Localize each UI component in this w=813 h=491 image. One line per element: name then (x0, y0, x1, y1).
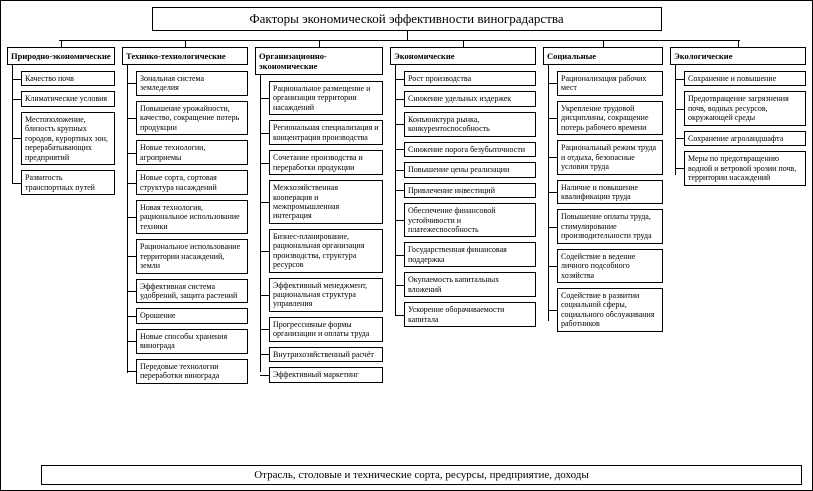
diagram-footer: Отрасль, столовые и технические сорта, ресурсы, предприятие, доходы (41, 465, 802, 485)
factor-item: Эффективный маркетинг (269, 367, 383, 382)
factor-item: Рациональное использование территории насаждений, земли (136, 239, 248, 273)
factor-group-header: Технико-технологические (122, 47, 248, 65)
factor-item: Развитость транспортных путей (21, 170, 115, 195)
factor-group-ecological (670, 47, 806, 186)
factor-item: Повышение урожайности, качество, сокращение потерь продукции (136, 101, 248, 135)
factor-group-header: Экологические (670, 47, 806, 65)
factor-item: Предотвращение загрязнения почв, водных ресурсов, окружающей среды (684, 91, 806, 125)
factor-item: Климатические условия (21, 91, 115, 106)
factor-item: Сохранение агроландшафта (684, 131, 806, 146)
factor-item: Снижение порога безубыточности (404, 142, 536, 157)
factor-item: Качество почв (21, 71, 115, 86)
factor-item: Снижение удельных издержек (404, 91, 536, 106)
factor-item: Укрепление трудовой дисциплины, сокращение потерь рабочего времени (557, 101, 663, 135)
factor-group-technical (122, 47, 248, 384)
factor-item: Новые технологии, агроприемы (136, 140, 248, 165)
factor-item: Орошение (136, 308, 248, 323)
diagram-title: Факторы экономической эффективности виноградарства (152, 7, 662, 31)
factor-item: Эффективная система удобрений, защита растений (136, 279, 248, 304)
factor-item: Передовые технологии переработки винограда (136, 359, 248, 384)
factor-group-items (548, 65, 663, 332)
factor-item: Бизнес-планирование, рациональная организация производства, структура ресурсов (269, 229, 383, 273)
factor-item: Эффективный менеджмент, рациональная структура управления (269, 278, 383, 312)
factor-item: Привлечение инвестиций (404, 183, 536, 198)
factor-item: Межхозяйственная кооперация и межпромышленная интеграция (269, 180, 383, 224)
factor-item: Прогрессивные формы организации и оплаты труда (269, 317, 383, 342)
factor-group-header: Природно-экономические (7, 47, 115, 65)
factor-group-header: Социальные (543, 47, 663, 65)
factor-item: Внутрихозяйственный расчёт (269, 347, 383, 362)
factor-item: Рациональное размещение и организация территории насаждений (269, 81, 383, 115)
factor-group-items (12, 65, 115, 195)
factor-group-items (260, 75, 383, 383)
factor-item: Сочетание производства и переработки продукции (269, 150, 383, 175)
factor-item: Новая технология, рациональное использование техники (136, 200, 248, 234)
factor-group-items (395, 65, 536, 327)
factor-item: Содействие в ведение личного подсобного хозяйства (557, 249, 663, 283)
factor-item: Рациональный режим труда и отдыха, безопасные условия труда (557, 140, 663, 174)
factor-columns (1, 47, 812, 384)
factor-item: Содействие в развитии социальной сферы, социального обслуживания работников (557, 288, 663, 332)
factor-item: Зональная система земледелия (136, 71, 248, 96)
factor-item: Меры по предотвращению водной и ветровой эрозии почв, территории насаждений (684, 151, 806, 185)
factor-item: Местоположение, близость крупных городов, курортных зон, перерабатывающих предприятий (21, 112, 115, 165)
factor-item: Ускорение оборачиваемости капитала (404, 302, 536, 327)
factor-item: Сохранение и повышение (684, 71, 806, 86)
connector-line (407, 31, 408, 40)
factor-item: Рост производства (404, 71, 536, 86)
factor-group-economic (390, 47, 536, 327)
factor-group-natural (7, 47, 115, 195)
factor-group-social (543, 47, 663, 332)
connector-line (59, 40, 740, 41)
factor-item: Повышение цены реализации (404, 162, 536, 177)
factor-item: Окупаемость капитальных вложений (404, 272, 536, 297)
factor-group-header: Организационно-экономические (255, 47, 383, 75)
factor-group-header: Экономические (390, 47, 536, 65)
factor-item: Новые сорта, сортовая структура насаждений (136, 170, 248, 195)
factor-group-items (675, 65, 806, 186)
factor-item: Конъюнктура рынка, конкурентоспособность (404, 112, 536, 137)
factor-item: Новые способы хранения винограда (136, 329, 248, 354)
factor-group-organizational (255, 47, 383, 383)
factor-group-items (127, 65, 248, 384)
factor-item: Повышение оплаты труда, стимулирование производительности труда (557, 209, 663, 243)
factor-item: Региональная специализация и концентрация производства (269, 120, 383, 145)
factor-item: Наличие и повышение квалификации труда (557, 180, 663, 205)
factor-item: Обеспечение финансовой устойчивости и платежеспособность (404, 203, 536, 237)
factor-item: Рационализация рабочих мест (557, 71, 663, 96)
factor-item: Государственная финансовая поддержка (404, 242, 536, 267)
